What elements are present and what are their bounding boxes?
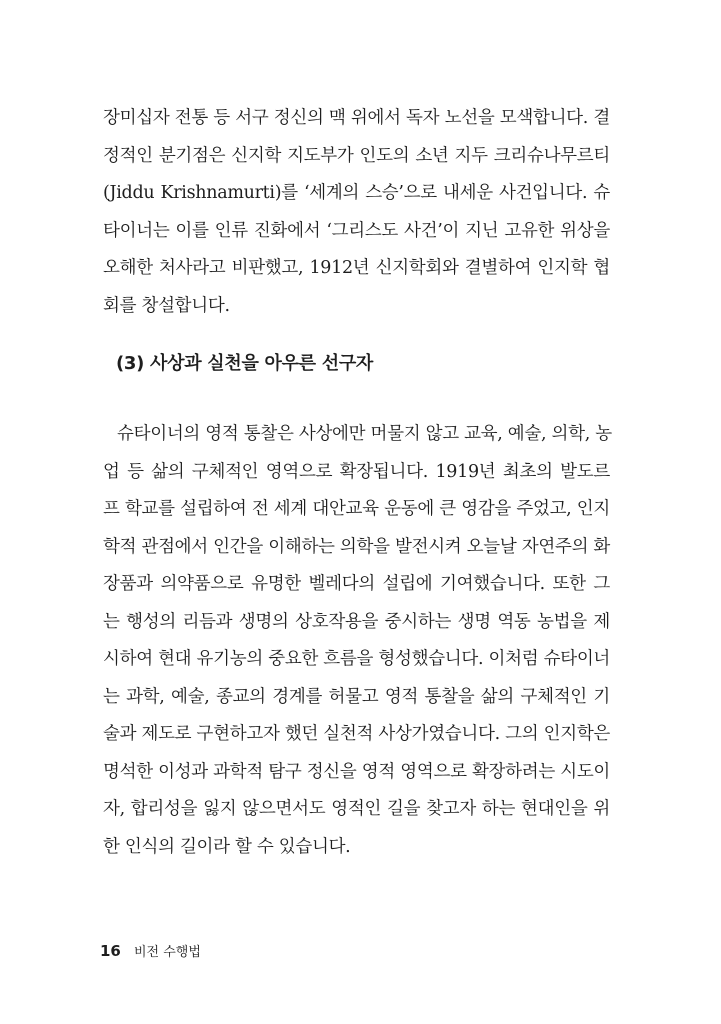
paragraph-line: 장미십자 전통 등 서구 정신의 맥 위에서 독자 노선을 모색합니다. 결: [103, 108, 610, 128]
paragraph-line: 는 과학, 예술, 종교의 경계를 허물고 영적 통찰을 삶의 구체적인 기: [103, 686, 610, 707]
page-number: 16: [100, 942, 121, 960]
paragraph-line: 정적인 분기점은 신지학 지도부가 인도의 소년 지두 크리슈나무르티: [103, 145, 610, 166]
paragraph-line: 오해한 처사라고 비판했고, 1912년 신지학회와 결별하여 인지학 협: [103, 258, 610, 278]
paragraph-line: 회를 창설합니다.: [103, 295, 230, 316]
paragraph-line: (Jiddu Krishnamurti)를 ‘세계의 스승’으로 내세운 사건입니다. 슈: [103, 183, 610, 203]
page-footer: [100, 941, 201, 960]
paragraph-line: 는 행성의 리듬과 생명의 상호작용을 중시하는 생명 역동 농법을 제: [103, 611, 610, 632]
paragraph-line: 자, 합리성을 잃지 않으면서도 영적인 길을 찾고자 하는 현대인을 위: [103, 799, 610, 819]
paragraph-line: 술과 제도로 구현하고자 했던 실천적 사상가였습니다. 그의 인지학은: [103, 724, 611, 744]
paragraph-line: 슈타이너의 영적 통찰은 사상에만 머물지 않고 교육, 예술, 의학, 농: [117, 424, 612, 444]
paragraph-line: 장품과 의약품으로 유명한 벨레다의 설립에 기여했습니다. 또한 그: [103, 574, 610, 594]
paragraph-line: 명석한 이성과 과학적 탐구 정신을 영적 영역으로 확장하려는 시도이: [103, 761, 611, 782]
paragraph-line: 프 학교를 설립하여 전 세계 대안교육 운동에 큰 영감을 주었고, 인지: [103, 499, 610, 519]
paragraph-line: 한 인식의 길이라 할 수 있습니다.: [103, 836, 351, 857]
paragraph-line: 시하여 현대 유기농의 중요한 흐름을 형성했습니다. 이처럼 슈타이너: [103, 649, 611, 669]
body-paragraph-1: [103, 100, 610, 325]
section-heading: (3) 사상과 실천을 아우른 선구자: [116, 353, 373, 374]
paragraph-line: 타이너는 이를 인류 진화에서 ‘그리스도 사건’이 지닌 고유한 위상을: [103, 220, 610, 241]
paragraph-line: 학적 관점에서 인간을 이해하는 의학을 발전시켜 오늘날 자연주의 화: [103, 536, 611, 557]
paragraph-line: 업 등 삶의 구체적인 영역으로 확장됩니다. 1919년 최초의 발도르: [103, 461, 610, 482]
running-title: 비전 수행법: [133, 945, 201, 960]
body-paragraph-2: [103, 416, 610, 866]
